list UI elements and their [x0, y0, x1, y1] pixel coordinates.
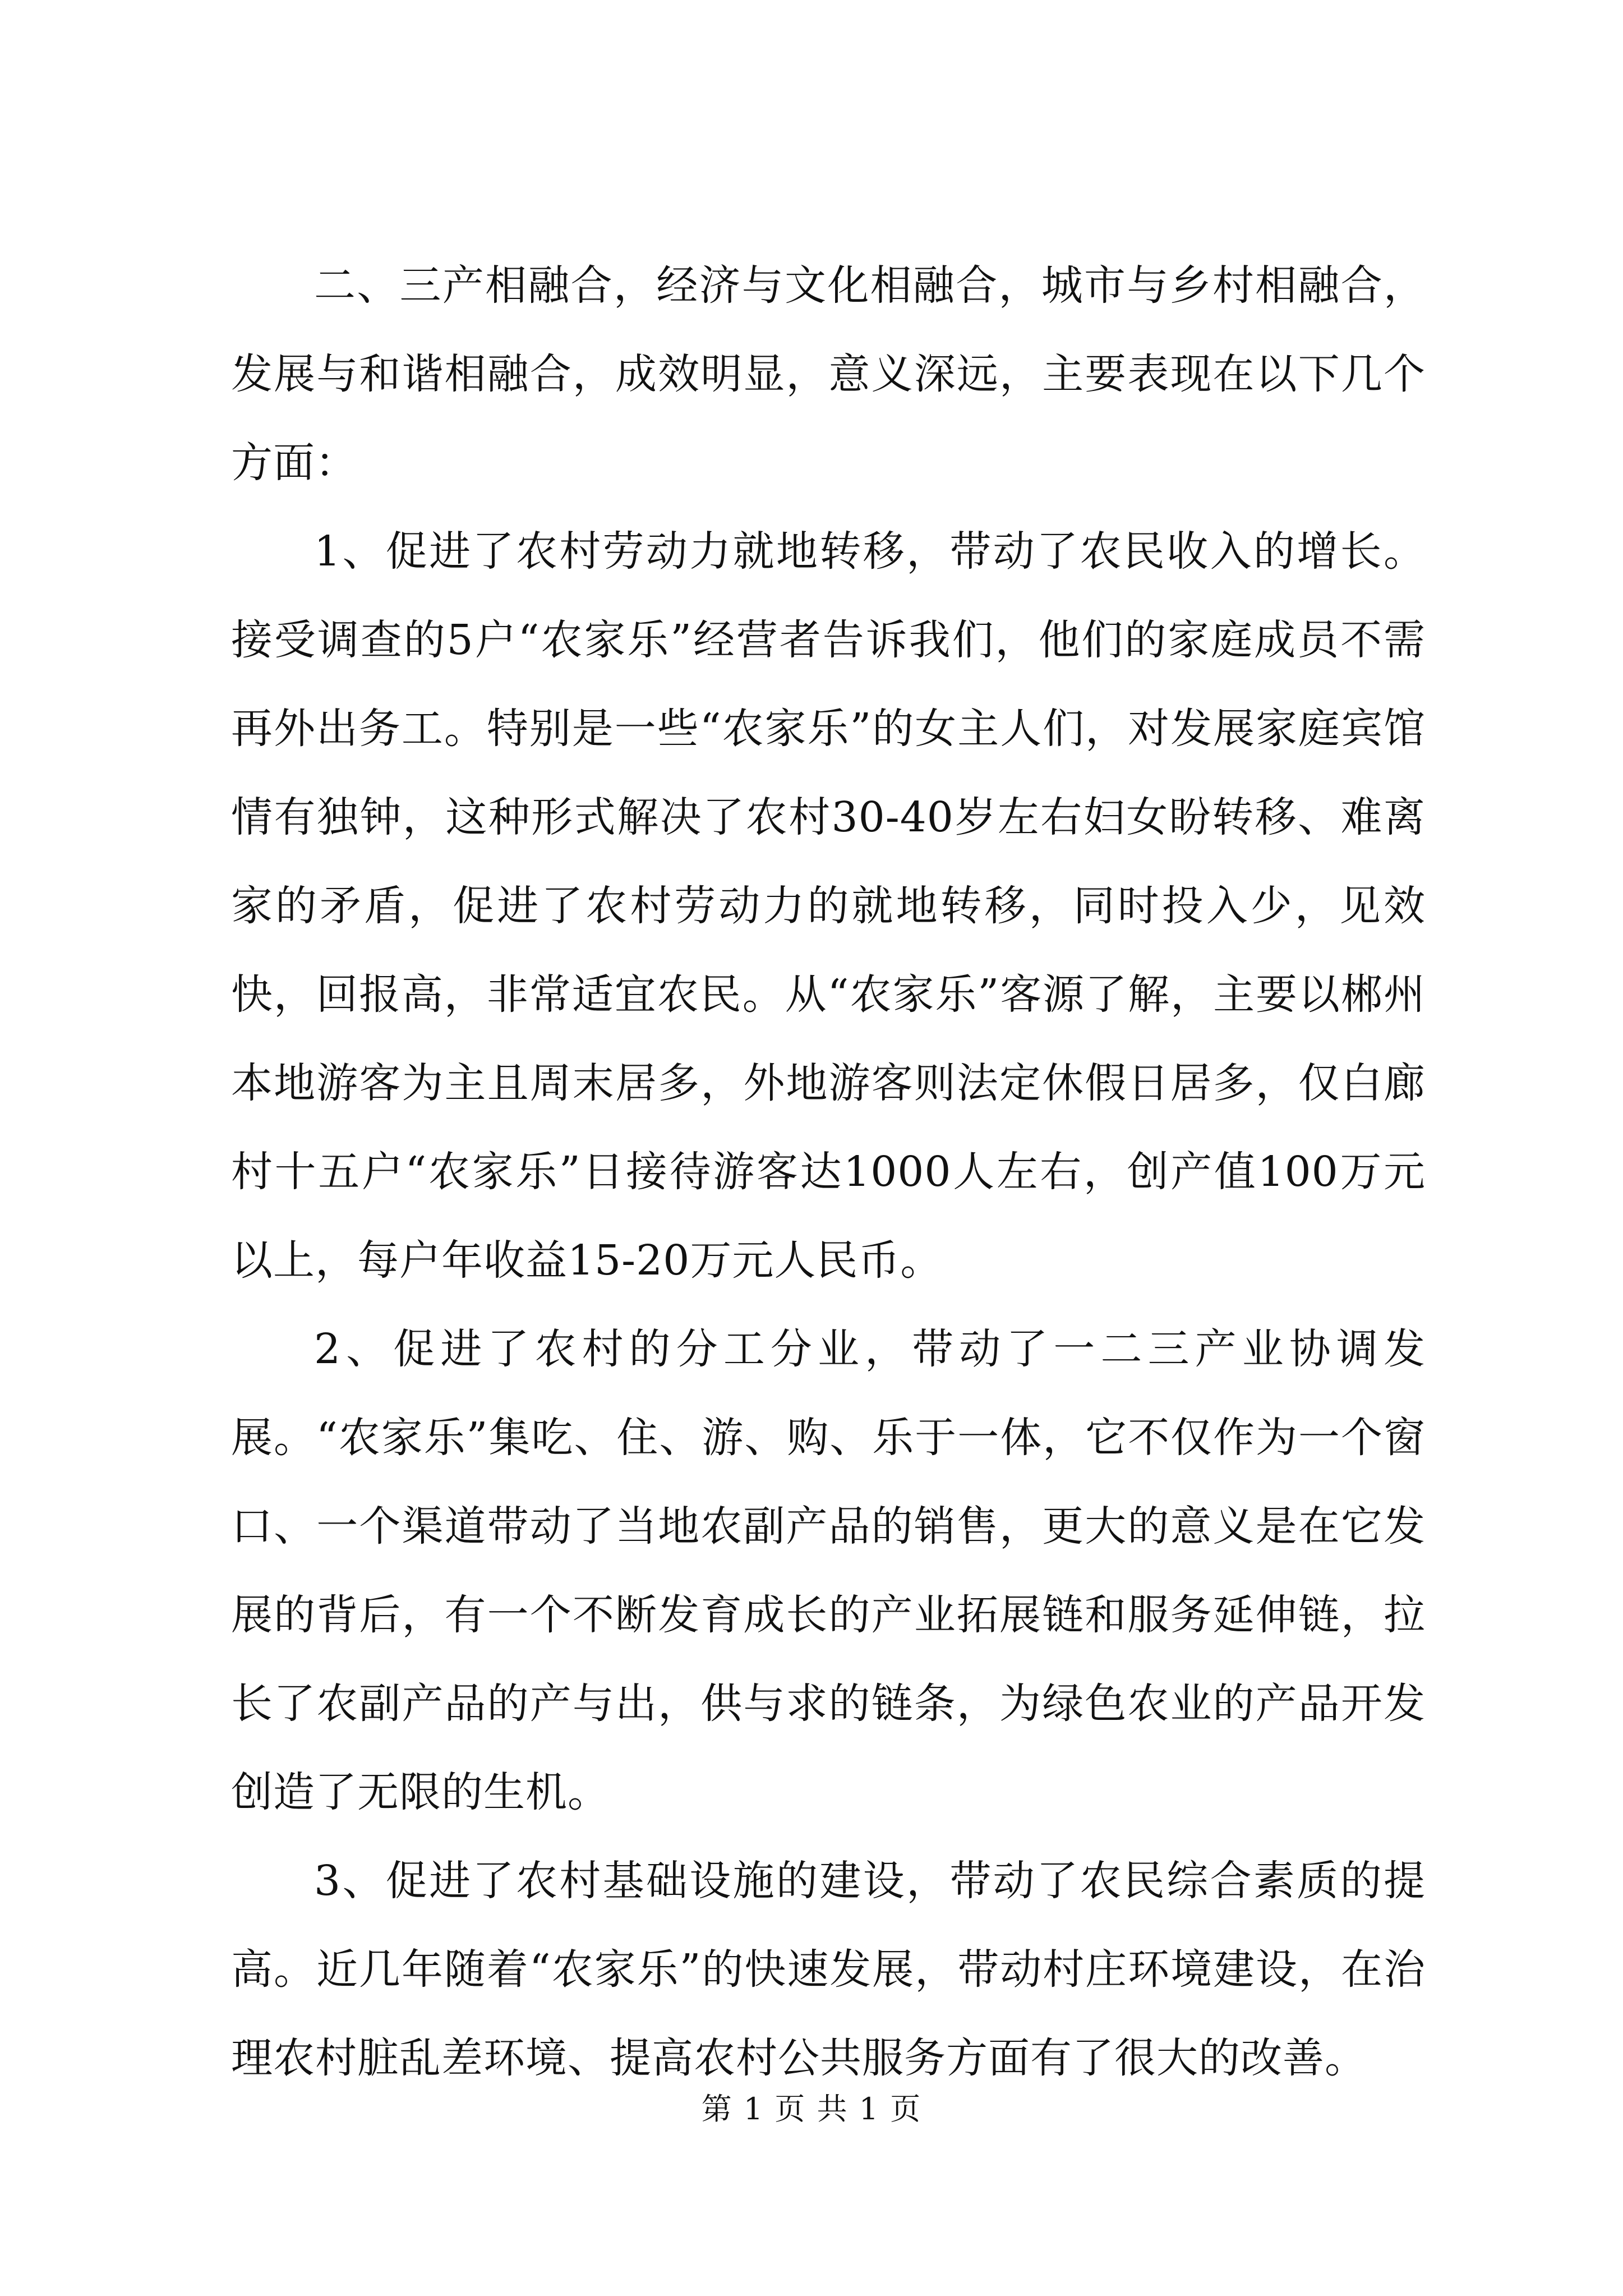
paragraph-point-1: 1、促进了农村劳动力就地转移，带动了农民收入的增长。接受调查的5户“农家乐”经营者告诉我们，他们的家庭成员不需再外出务工。特别是一些“农家乐”的女主人们，对发展家庭宾馆情有独钟，这种形式解决了农村30-40岁左右妇女盼转移、难离家的矛盾，促进了农村劳动力的就地转移，同时投入少，见效快，回报高，非常适宜农民。从“农家乐”客源了解，主要以郴州本地游客为主且周末居多，外地游客则法定休假日居多，仅白廊村十五户“农家乐”日接待游客达1000人左右，创产值100万元以上，每户年收益15-20万元人民币。: [231, 527, 1426, 1285]
paragraph-point-3: 3、促进了农村基础设施的建设，带动了农民综合素质的提高。近几年随着“农家乐”的快速发展，带动村庄环境建设，在治理农村脏乱差环境、提高农村公共服务方面有了很大的改善。: [231, 1857, 1426, 2082]
paragraph-point-2: 2、促进了农村的分工分业，带动了一二三产业协调发展。“农家乐”集吃、住、游、购、乐于一体，它不仅作为一个窗口、一个渠道带动了当地农副产品的销售，更大的意义是在它发展的背后，有一个不断发育成长的产业拓展链和服务延伸链，拉长了农副产品的产与出，供与求的链条，为绿色农业的产品开发创造了无限的生机。: [231, 1325, 1426, 1816]
page-footer: 第 1 页 共 1 页: [701, 2091, 922, 2127]
paragraph-intro: 二、三产相融合，经济与文化相融合，城市与乡村相融合，发展与和谐相融合，成效明显，意义深远，主要表现在以下几个方面：: [231, 261, 1426, 487]
document-body: [231, 241, 1426, 2102]
